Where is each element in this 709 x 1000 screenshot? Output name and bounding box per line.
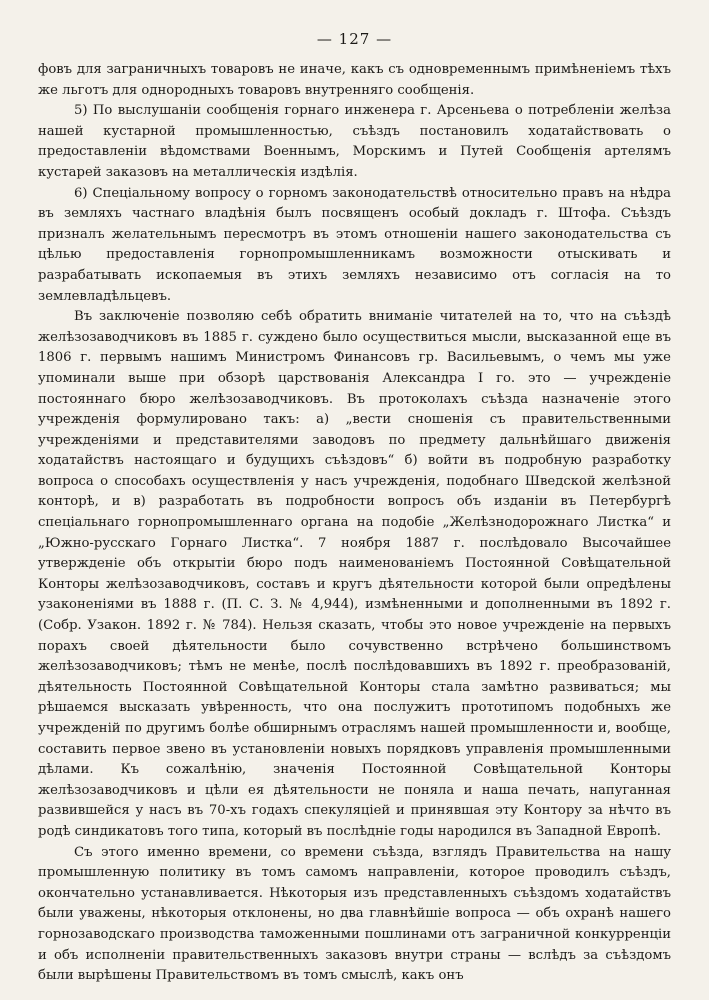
paragraph-continuation: фовъ для заграничныхъ товаровъ не иначе, какъ съ одновременнымъ примѣненіемъ тѣхъ же льготъ для однородныхъ товаровъ внутренняго сообщенія. [38,62,671,98]
paragraph-conclusion: Въ заключеніе позволяю себѣ обратить вниманіе читателей на то, что на съѣздѣ желѣзозаводчиковъ въ 1885 г. суждено было осуществиться мысли, высказанной еще въ 1806 г. первымъ нашимъ Министромъ Финансовъ гр. Васильевымъ, о чемъ мы уже упоминали выше при обзорѣ царствованія Александра I го. это — учрежденіе постояннаго бюро желѣзозаводчиковъ. Въ протоколахъ съѣзда назначеніе этого учрежденія формулировано такъ: а) „вести сношенія съ правительственными учрежденіями и представителями заводовъ по предмету дальнѣйшаго движенія ходатайствъ настоящаго и будущихъ съѣздовъ“ б) войти въ подробную разработку вопроса о способахъ осуществленія у насъ учрежденія, подобнаго Шведской желѣзной конторѣ, и в) разработать въ подробности вопросъ объ изданіи въ Петербургѣ спеціальнаго горнопромышленнаго органа на подобіе „Желѣзнодорожнаго Листка“ и „Южно-русскаго Горнаго Листка“. 7 ноября 1887 г. послѣдовало Высочайшее утвержденіе объ открытіи бюро подъ наименованіемъ Постоянной Совѣщательной Конторы желѣзозаводчиковъ, составъ и кругъ дѣятельности которой были опредѣлены узаконеніями въ 1888 г. (П. С. З. № 4,944), измѣненными и дополненными въ 1892 г. (Собр. Узакон. 1892 г. № 784). Нельзя сказать, чтобы это новое учрежденіе на первыхъ порахъ своей дѣятельности было сочувственно встрѣчено большинствомъ желѣзозаводчиковъ; тѣмъ не менѣе, послѣ послѣдовавшихъ въ 1892 г. преобразованій, дѣятельность Постоянной Совѣщательной Конторы стала замѣтно развиваться; мы рѣшаемся высказать увѣренность, что она послужитъ прототипомъ подобныхъ же учрежденій по другимъ болѣе обширнымъ отраслямъ нашей промышленности и, вообще, составить первое звено въ установленіи новыхъ порядковъ управленія промышленными дѣлами. Къ сожалѣнію, значенія Постоянной Совѣщательной Конторы желѣзозаводчиковъ и цѣли ея дѣятельности не поняла и наша печать, напуганная развившейся у насъ въ 70-хъ годахъ спекуляціей и принявшая эту Контору за нѣчто въ родѣ синдикатовъ того типа, который въ послѣдніе годы народился въ Западной Европѣ. [38,309,671,839]
page-number: — 127 — [316,30,393,48]
paragraph-item-6: 6) Спеціальному вопросу о горномъ законодательствѣ относительно правъ на нѣдра въ земляхъ частнаго владѣнія былъ посвященъ особый докладъ г. Штофа. Съѣздъ призналъ желательнымъ пересмотръ въ этомъ отношеніи нашего законодательства съ цѣлью предоставленія горнопромышленникамъ возможности отыскивать и разрабатывать ископаемыя въ этихъ земляхъ независимо отъ согласія на то землевладѣльцевъ. [38,185,671,304]
paragraph-final: Съ этого именно времени, со времени съѣзда, взглядъ Правительства на нашу промышленную политику въ томъ самомъ направленіи, которое проводилъ съѣздъ, окончательно устанавливается. Нѣкоторыя изъ представленныхъ съѣздомъ ходатайствъ были уважены, нѣкоторыя отклонены, но два главнѣйшіе вопроса — объ охранѣ нашего горнозаводскаго производства таможенными пошлинами отъ заграничной конкурренціи и объ исполненіи правительственныхъ заказовъ внутри страны — вслѣдъ за съѣздомъ были вырѣшены Правительствомъ въ томъ смыслѣ, какъ онъ [38,844,671,984]
text-body [38,60,671,987]
paragraph-item-5: 5) По выслушаніи сообщенія горнаго инженера г. Арсеньева о потребленіи желѣза нашей кустарной промышленностью, съѣздъ постановилъ ходатайствовать о предоставленіи вѣдомствами Военнымъ, Морскимъ и Путей Сообщенія артелямъ кустарей заказовъ на металлическія издѣлія. [38,103,671,180]
